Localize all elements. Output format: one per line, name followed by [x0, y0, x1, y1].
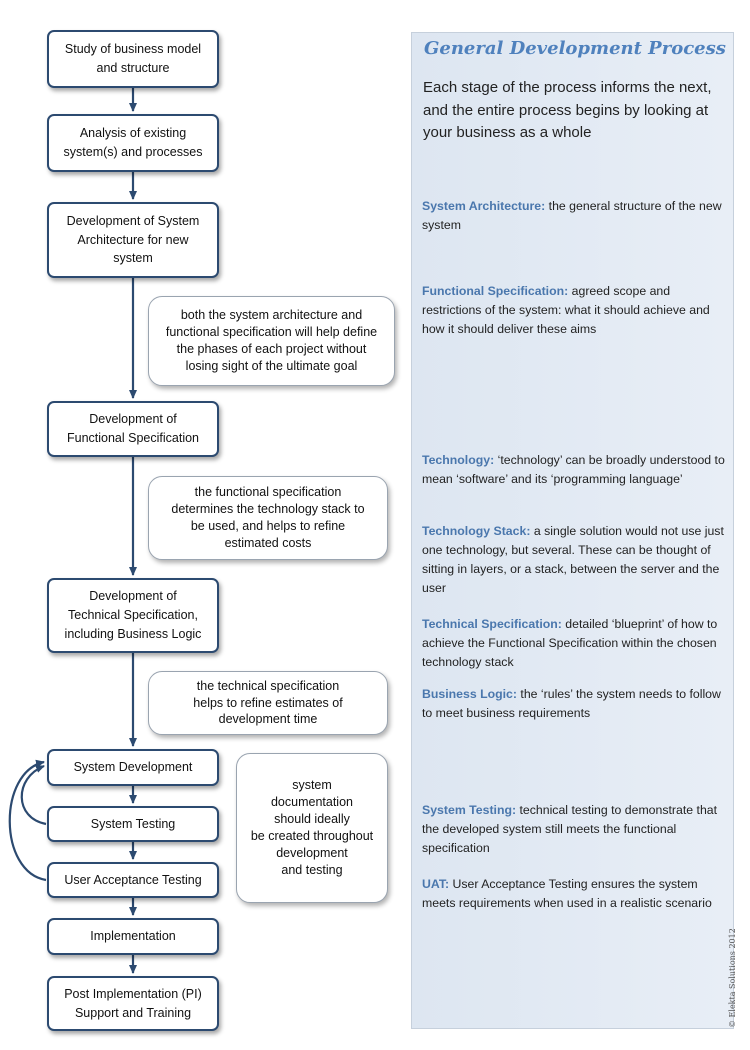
info-panel	[411, 32, 734, 1029]
definition-term: Functional Specification:	[422, 284, 569, 298]
step-label: Development of Technical Specification, including Business Logic	[64, 589, 202, 641]
step-system-development	[47, 749, 219, 786]
definition-business-logic	[422, 685, 727, 723]
panel-title: General Development Process	[424, 38, 726, 59]
note-architecture	[148, 296, 395, 386]
step-analysis	[47, 114, 219, 172]
step-uat	[47, 862, 219, 898]
step-implementation	[47, 918, 219, 955]
note-text: the technical specification helps to refine estimates of development time	[193, 678, 343, 727]
note-functional	[148, 476, 388, 560]
definition-text: the general structure of the new system	[422, 199, 722, 233]
definition-text: a single solution would not use just one technology, but several. These can be thought of sitting in layers, or a stack, between the server and the user	[422, 524, 724, 596]
step-system-testing	[47, 806, 219, 842]
note-text: both the system architecture and functional specification will help define the phases of each project without losing sight of the ultimate goal	[165, 308, 378, 373]
definition-text: detailed ‘blueprint’ of how to achieve the Functional Specification within the chosen technology stack	[422, 617, 718, 670]
step-label: Development of Functional Specification	[66, 412, 200, 445]
definition-text: User Acceptance Testing ensures the system meets requirements when used in a realistic scenario	[422, 877, 712, 911]
step-label: Study of business model and structure	[64, 42, 202, 75]
step-label: Post Implementation (PI) Support and Training	[64, 986, 202, 1020]
step-label: Implementation	[90, 929, 176, 944]
note-text: the functional specification determines the technology stack to be used, and helps to refine estimated costs	[171, 485, 365, 550]
definition-term: Technology Stack:	[422, 524, 531, 538]
step-business-model	[47, 30, 219, 88]
definition-uat	[422, 875, 727, 913]
loop-arrow-testing	[22, 766, 46, 824]
step-label: User Acceptance Testing	[64, 872, 202, 887]
panel-intro: Each stage of the process informs the next, and the entire process begins by looking at your business as a whole	[423, 79, 712, 141]
definition-text: the ‘rules’ the system needs to follow to meet business requirements	[422, 687, 721, 721]
definition-text: ‘technology’ can be broadly understood to mean ‘software’ and its ‘programming language’	[422, 453, 725, 487]
definition-functional-spec	[422, 282, 727, 339]
definition-system-architecture	[422, 197, 727, 235]
step-label: System Testing	[90, 816, 176, 831]
step-system-architecture	[47, 202, 219, 278]
definition-text: technical testing to demonstrate that the developed system still meets the functional specification	[422, 803, 718, 856]
definition-technology	[422, 451, 727, 489]
step-label: System Development	[73, 760, 193, 775]
definition-technology-stack	[422, 522, 727, 598]
note-documentation	[236, 753, 388, 903]
definition-term: System Testing:	[422, 803, 517, 817]
step-label: Development of System Architecture for new system	[66, 213, 200, 266]
definition-term: Business Logic:	[422, 687, 517, 701]
note-text: system documentation should ideally be created throughout development and testing	[250, 778, 374, 877]
copyright-notice: © Elekta Solutions 2012	[728, 928, 737, 1028]
definition-term: System Architecture:	[422, 199, 546, 213]
note-technical	[148, 671, 388, 735]
definition-term: Technology:	[422, 453, 495, 467]
definition-term: Technical Specification:	[422, 617, 562, 631]
step-label: Analysis of existing system(s) and processes	[63, 126, 203, 159]
definition-text: agreed scope and restrictions of the system: what it should achieve and how it should deliver these aims	[422, 284, 710, 337]
step-technical-spec	[47, 578, 219, 653]
definition-term: UAT:	[422, 877, 450, 891]
definition-technical-spec	[422, 615, 727, 672]
definition-system-testing	[422, 801, 727, 858]
step-post-implementation	[47, 976, 219, 1031]
step-functional-spec	[47, 401, 219, 457]
